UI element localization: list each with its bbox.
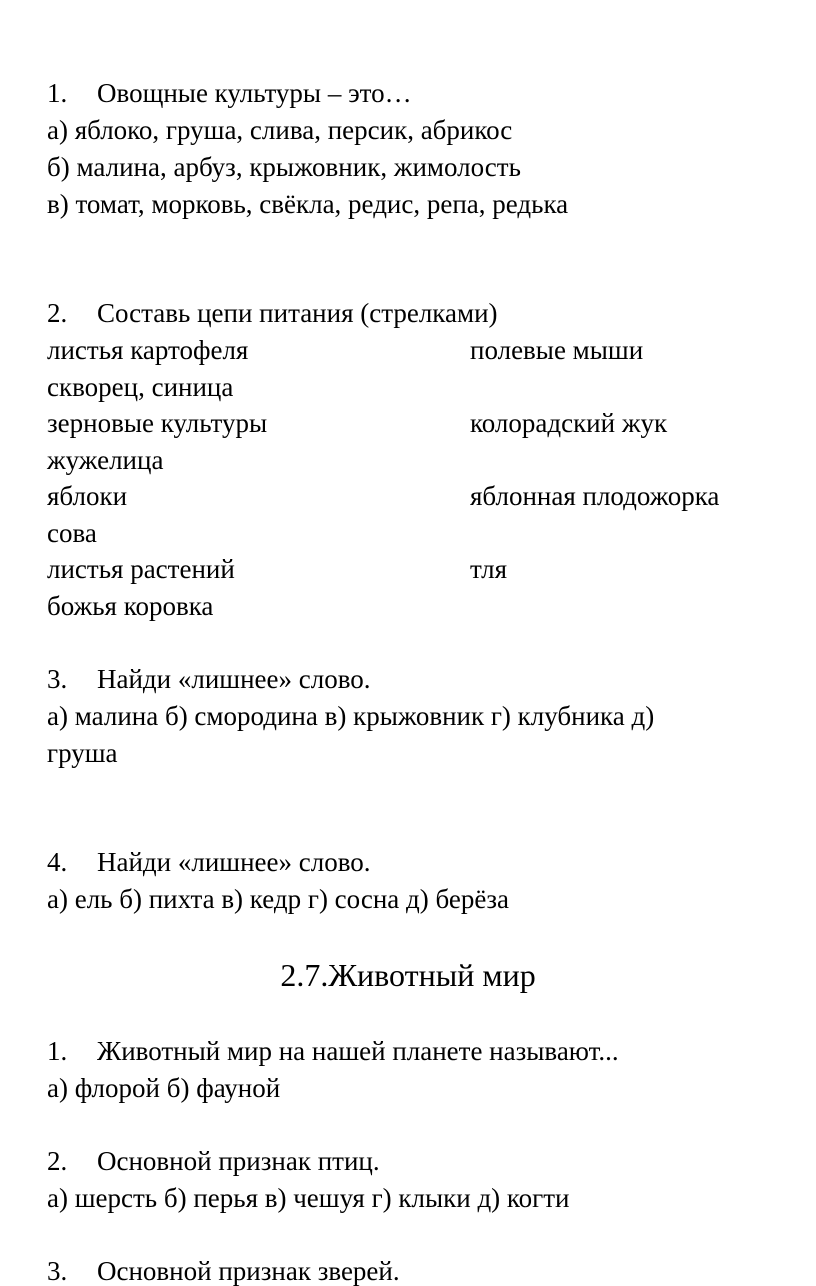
answer-options-continued: груша [47,738,118,768]
food-chain-below: жужелица [47,445,164,475]
food-chain-below: сова [47,518,97,548]
answer-options: а) малина б) смородина в) крыжовник г) клубника д) [47,701,655,731]
question-number: 2. [47,1146,68,1176]
question-text: Животный мир на нашей планете называют... [97,1036,619,1066]
question-text: Составь цепи питания (стрелками) [97,298,498,328]
answer-option-c: в) томат, морковь, свёкла, редис, репа, редька [47,189,569,219]
question-text: Найди «лишнее» слово. [97,847,371,877]
food-chain-right: колорадский жук [470,408,668,438]
food-chain-left: листья растений [47,554,235,584]
section-heading: 2.7.Животный мир [280,957,536,993]
food-chain-left: зерновые культуры [47,408,268,438]
question-text: Основной признак птиц. [97,1146,380,1176]
question-text: Основной признак зверей. [97,1256,400,1286]
food-chain-left: яблоки [47,481,128,511]
food-chain-left: листья картофеля [47,335,249,365]
answer-options: а) флорой б) фауной [47,1073,281,1103]
question-text: Овощные культуры – это… [97,78,412,108]
food-chain-below: божья коровка [47,591,214,621]
answer-options: а) шерсть б) перья в) чешуя г) клыки д) когти [47,1183,570,1213]
question-number: 3. [47,1256,68,1286]
food-chain-right: полевые мыши [470,335,644,365]
question-number: 2. [47,298,68,328]
question-number: 3. [47,664,68,694]
food-chain-below: скворец, синица [47,372,234,402]
question-number: 4. [47,847,68,877]
answer-options: а) ель б) пихта в) кедр г) сосна д) берёза [47,884,509,914]
question-number: 1. [47,78,68,108]
food-chain-right: яблонная плодожорка [470,481,720,511]
food-chain-right: тля [470,554,508,584]
question-number: 1. [47,1036,68,1066]
answer-option-b: б) малина, арбуз, крыжовник, жимолость [47,152,521,182]
question-text: Найди «лишнее» слово. [97,664,371,694]
answer-option-a: а) яблоко, груша, слива, персик, абрикос [47,115,513,145]
